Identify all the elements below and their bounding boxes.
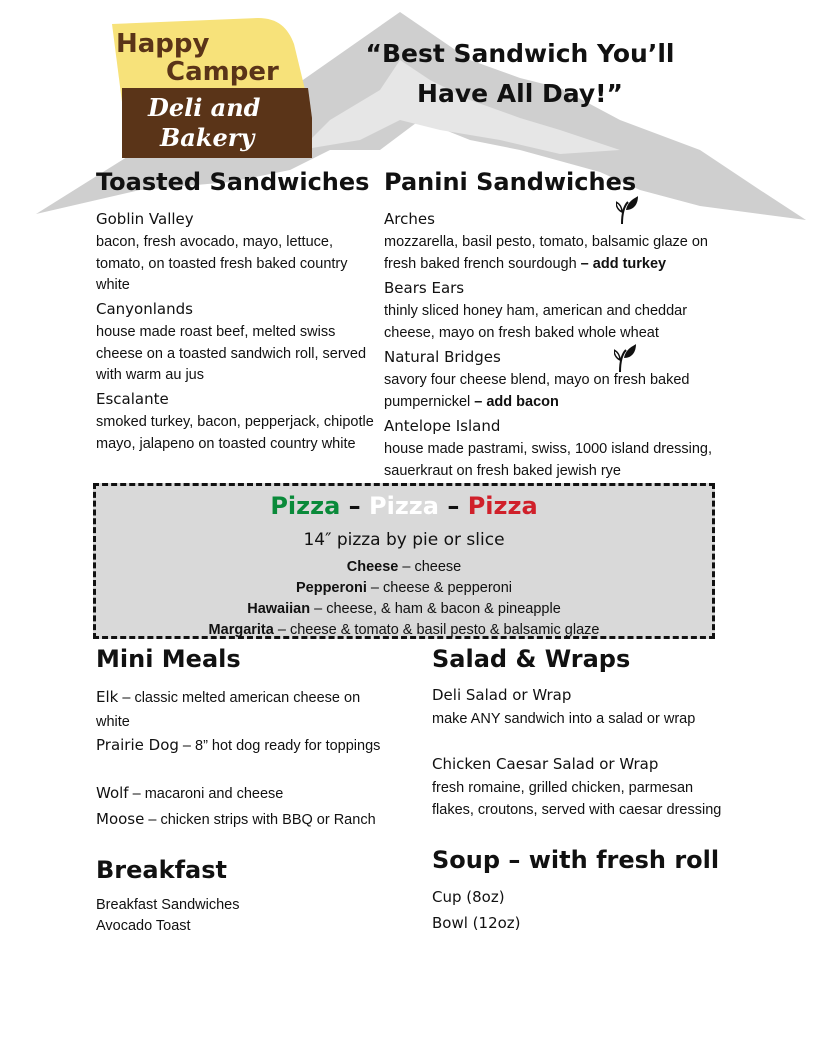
- pizza-item: Margarita – cheese & tomato & basil pesto & balsamic glaze: [208, 622, 600, 638]
- item-desc: bacon, fresh avocado, mayo, lettuce, tomato, on toasted fresh baked country white: [96, 234, 348, 293]
- breakfast-item: Avocado Toast: [96, 918, 191, 934]
- item-desc: house made roast beef, melted swiss cheese on a toasted sandwich roll, served with warm au jus: [96, 324, 367, 383]
- item-name: Chicken Caesar Salad or Wrap: [432, 755, 659, 773]
- item-name: Antelope Island: [384, 417, 501, 435]
- breakfast-item: Breakfast Sandwiches: [96, 897, 240, 913]
- tagline-line2: Have All Day!”: [417, 79, 623, 108]
- mini-item: Prairie Dog – 8” hot dog ready for toppings: [96, 736, 381, 754]
- logo-line3: Deli and: [148, 93, 261, 122]
- logo-line4: Bakery: [160, 123, 255, 152]
- item-name: Bears Ears: [384, 279, 465, 297]
- vegetarian-leaf-icon: [616, 196, 640, 226]
- item-name: Arches: [384, 210, 435, 228]
- item-name: Goblin Valley: [96, 210, 194, 228]
- item-name: Canyonlands: [96, 300, 193, 318]
- soup-item: Bowl (12oz): [432, 914, 521, 932]
- pizza-title: Pizza – Pizza – Pizza: [270, 492, 538, 520]
- tagline: [340, 34, 700, 114]
- item-desc: thinly sliced honey ham, american and cheddar cheese, mayo on fresh baked whole wheat: [384, 303, 688, 341]
- tagline-line1: “Best Sandwich You’ll: [365, 39, 675, 68]
- logo-line1: Happy: [116, 29, 210, 59]
- pizza-item: Pepperoni – cheese & pepperoni: [295, 580, 512, 596]
- logo-line2: Camper: [166, 57, 279, 87]
- soup-item: Cup (8oz): [432, 888, 505, 906]
- item-desc: smoked turkey, bacon, pepperjack, chipotle mayo, jalapeno on toasted country white: [96, 414, 374, 452]
- add-on: – add turkey: [576, 255, 667, 272]
- mini-item: Wolf – macaroni and cheese: [96, 784, 284, 802]
- mini-item: Moose – chicken strips with BBQ or Ranch: [96, 810, 376, 828]
- add-on: – add bacon: [470, 393, 559, 410]
- soup-title: Soup – with fresh roll: [432, 846, 720, 874]
- item-desc: house made pastrami, swiss, 1000 island dressing, sauerkraut on fresh baked jewish rye: [384, 441, 713, 479]
- pizza-section: [93, 483, 715, 639]
- item-name: Natural Bridges: [384, 348, 501, 366]
- salad-title: Salad & Wraps: [432, 645, 631, 673]
- item-name: Escalante: [96, 390, 169, 408]
- item-desc: fresh romaine, grilled chicken, parmesan flakes, croutons, served with caesar dressing: [432, 780, 722, 818]
- happy-camper-logo: [108, 18, 312, 158]
- pizza-item: Hawaiian – cheese, & ham & bacon & pineapple: [247, 601, 561, 617]
- toasted-title: Toasted Sandwiches: [96, 168, 370, 196]
- pizza-item: Cheese – cheese: [346, 559, 462, 575]
- item-name: Deli Salad or Wrap: [432, 686, 572, 704]
- mini-meals-title: Mini Meals: [96, 645, 241, 673]
- item-desc: savory four cheese blend, mayo on fresh baked pumpernickel – add bacon: [384, 372, 690, 410]
- item-desc: mozzarella, basil pesto, tomato, balsamic glaze on fresh baked french sourdough – add turkey: [384, 234, 708, 272]
- breakfast-title: Breakfast: [96, 856, 227, 884]
- pizza-subtitle: 14″ pizza by pie or slice: [303, 530, 505, 550]
- panini-title: Panini Sandwiches: [384, 168, 637, 196]
- item-desc: make ANY sandwich into a salad or wrap: [432, 711, 696, 727]
- mini-item: Elk – classic melted american cheese on white: [96, 688, 361, 730]
